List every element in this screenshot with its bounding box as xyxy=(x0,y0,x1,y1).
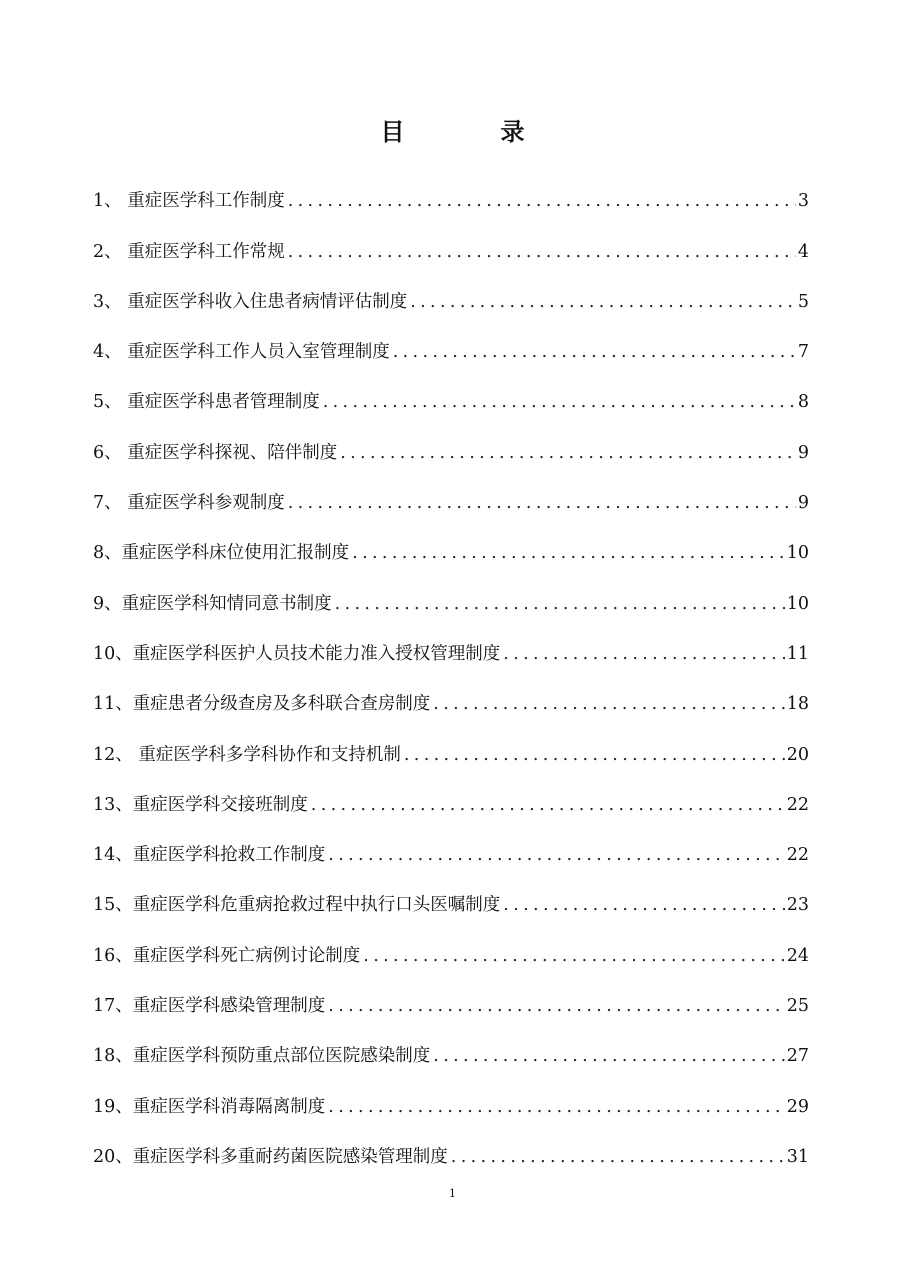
toc-entry-label: 11、重症患者分级查房及多科联合查房制度 xyxy=(93,694,431,715)
toc-entry[interactable] xyxy=(93,216,809,266)
toc-entry-label: 13、重症医学科交接班制度 xyxy=(93,794,308,815)
toc-leader-dots xyxy=(288,237,796,267)
toc-entry-page: 23 xyxy=(786,895,809,916)
toc-leader-dots xyxy=(328,991,784,1021)
toc-leader-dots xyxy=(433,689,784,719)
toc-entry-label: 18、重症医学科预防重点部位医院感染制度 xyxy=(93,1046,431,1067)
table-of-contents xyxy=(93,166,809,1172)
toc-entry[interactable] xyxy=(93,267,809,317)
toc-entry-label: 1、 重症医学科工作制度 xyxy=(93,191,285,212)
toc-entry-page: 24 xyxy=(786,945,809,966)
toc-leader-dots xyxy=(352,538,785,568)
toc-entry-page: 20 xyxy=(786,744,809,765)
toc-leader-dots xyxy=(288,488,796,518)
toc-entry-page: 10 xyxy=(786,543,809,564)
toc-entry[interactable] xyxy=(93,770,809,820)
toc-entry[interactable] xyxy=(93,669,809,719)
toc-entry-page: 4 xyxy=(797,241,809,262)
toc-entry[interactable] xyxy=(93,468,809,518)
toc-entry-page: 9 xyxy=(797,493,809,514)
toc-entry[interactable] xyxy=(93,568,809,618)
toc-entry-label: 9、重症医学科知情同意书制度 xyxy=(93,593,332,614)
toc-leader-dots xyxy=(410,287,796,317)
toc-leader-dots xyxy=(288,186,796,216)
toc-entry-label: 3、 重症医学科收入住患者病情评估制度 xyxy=(93,291,408,312)
toc-leader-dots xyxy=(433,1041,784,1071)
toc-entry-page: 22 xyxy=(786,845,809,866)
toc-entry-label: 16、重症医学科死亡病例讨论制度 xyxy=(93,945,361,966)
toc-leader-dots xyxy=(335,589,785,619)
toc-entry-page: 22 xyxy=(786,794,809,815)
toc-entry[interactable] xyxy=(93,166,809,216)
toc-leader-dots xyxy=(328,1092,784,1122)
toc-entry[interactable] xyxy=(93,870,809,920)
toc-leader-dots xyxy=(404,740,785,770)
toc-entry-label: 2、 重症医学科工作常规 xyxy=(93,241,285,262)
toc-leader-dots xyxy=(323,387,796,417)
toc-leader-dots xyxy=(451,1142,785,1172)
toc-leader-dots xyxy=(340,438,796,468)
toc-leader-dots xyxy=(503,890,784,920)
toc-entry[interactable] xyxy=(93,417,809,467)
page-title xyxy=(0,112,905,147)
page-number: 1 xyxy=(449,1187,456,1200)
toc-entry[interactable] xyxy=(93,518,809,568)
toc-entry-page: 5 xyxy=(797,291,809,312)
toc-entry-label: 14、重症医学科抢救工作制度 xyxy=(93,845,326,866)
toc-entry-page: 11 xyxy=(786,643,809,664)
toc-entry-label: 20、重症医学科多重耐药菌医院感染管理制度 xyxy=(93,1146,448,1167)
toc-leader-dots xyxy=(503,639,784,669)
toc-entry-page: 9 xyxy=(797,442,809,463)
toc-entry-label: 12、 重症医学科多学科协作和支持机制 xyxy=(93,744,401,765)
toc-entry-label: 4、 重症医学科工作人员入室管理制度 xyxy=(93,342,390,363)
toc-entry[interactable] xyxy=(93,971,809,1021)
toc-entry-page: 25 xyxy=(786,996,809,1017)
toc-entry-page: 7 xyxy=(797,342,809,363)
toc-entry[interactable] xyxy=(93,820,809,870)
toc-entry[interactable] xyxy=(93,920,809,970)
toc-entry-page: 29 xyxy=(786,1096,809,1117)
toc-entry-label: 6、 重症医学科探视、陪伴制度 xyxy=(93,442,338,463)
toc-leader-dots xyxy=(363,941,784,971)
toc-entry-label: 17、重症医学科感染管理制度 xyxy=(93,996,326,1017)
toc-entry-page: 31 xyxy=(786,1146,809,1167)
title-char-left: 目 xyxy=(380,117,405,146)
toc-entry-label: 10、重症医学科医护人员技术能力准入授权管理制度 xyxy=(93,643,501,664)
toc-leader-dots xyxy=(328,840,784,870)
toc-entry-label: 8、重症医学科床位使用汇报制度 xyxy=(93,543,350,564)
toc-entry[interactable] xyxy=(93,367,809,417)
toc-entry-page: 8 xyxy=(797,392,809,413)
toc-entry-label: 7、 重症医学科参观制度 xyxy=(93,493,285,514)
title-char-right: 录 xyxy=(500,117,525,146)
toc-entry[interactable] xyxy=(93,619,809,669)
toc-entry-label: 5、 重症医学科患者管理制度 xyxy=(93,392,320,413)
toc-entry-page: 3 xyxy=(797,191,809,212)
toc-entry[interactable] xyxy=(93,1071,809,1121)
toc-entry[interactable] xyxy=(93,1021,809,1071)
toc-entry[interactable] xyxy=(93,719,809,769)
toc-leader-dots xyxy=(393,337,796,367)
toc-entry-label: 19、重症医学科消毒隔离制度 xyxy=(93,1096,326,1117)
toc-entry-page: 27 xyxy=(786,1046,809,1067)
toc-entry-page: 18 xyxy=(786,694,809,715)
toc-leader-dots xyxy=(311,790,785,820)
toc-entry-page: 10 xyxy=(786,593,809,614)
toc-entry-label: 15、重症医学科危重病抢救过程中执行口头医嘱制度 xyxy=(93,895,501,916)
toc-entry[interactable] xyxy=(93,1122,809,1172)
toc-entry[interactable] xyxy=(93,317,809,367)
